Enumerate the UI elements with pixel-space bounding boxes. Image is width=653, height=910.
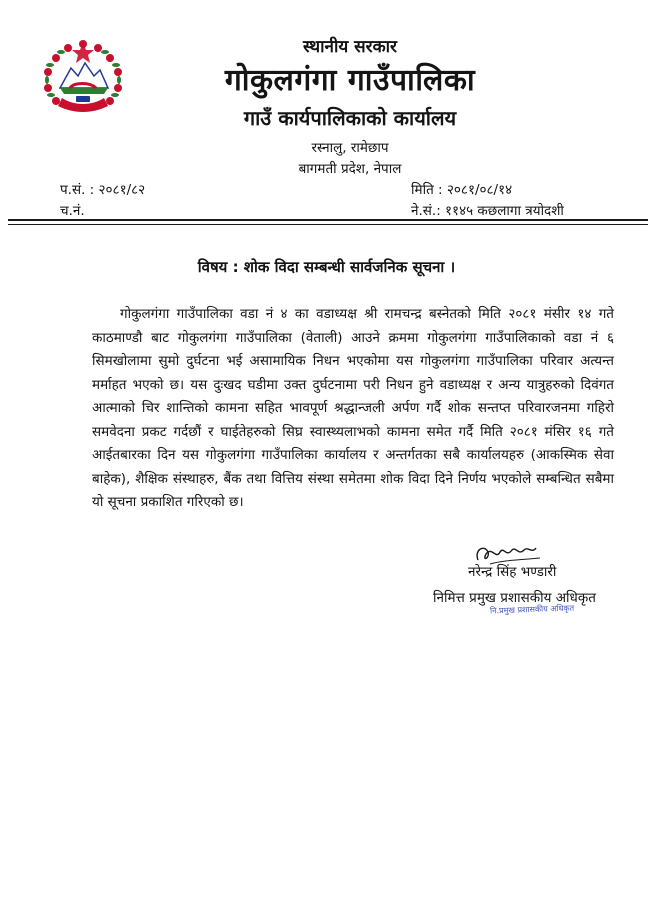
nepal-emblem-icon bbox=[38, 36, 128, 118]
signatory-title: निमित्त प्रमुख प्रशासकीय अधिकृत bbox=[433, 590, 596, 606]
dispatch-number: च.नं. bbox=[60, 203, 85, 219]
signatory-name: नरेन्द्र सिंह भण्डारी bbox=[468, 564, 557, 580]
office-name: गाउँ कार्यपालिकाको कार्यालय bbox=[243, 106, 457, 130]
address-line-2: बागमती प्रदेश, नेपाल bbox=[298, 161, 402, 177]
letter-reference-number: प.सं. : २०८१/८२ bbox=[60, 182, 146, 198]
official-stamp: नि.प्रमुख प्रशासकीय अधिकृत bbox=[489, 603, 575, 616]
header-divider-thin bbox=[8, 224, 648, 225]
letter-date: मिति : २०८१/०८/१४ bbox=[411, 182, 513, 198]
notice-body: गोकुलगंगा गाउँपालिका वडा नं ४ का वडाध्यक्ष श्री रामचन्द्र बस्नेतको मिति २०८१ मंसीर १४ गते काठमाण्डौ बाट गोकुलगंगा गाउँपालिका (वेताली) आउने क्रममा गोकुलगंगा गाउँपालिकाको वडा नं ६ सिमखोलामा सुमो दुर्घटना भई असामायिक निधन भएकोमा यस गोकुलगंगा गाउँपालिका परिवार अत्यन्त मर्माहत भएको छ। यस दुःखद घडीमा उक्त दुर्घटनामा परी निधन हुने वडाध्यक्ष र अन्य यात्रुहरुको दिवंगत आत्माको चिर शान्तिको कामना सहित भावपूर्ण श्रद्धान्जली अर्पण गर्दै शोक सन्तप्त परिवारजनमा गहिरो समवेदना प्रकट गर्दछौं र घाईतेहरुको सिघ्र स्वास्थ्यलाभको कामना समेत गर्दै मिति २०८१ मंसिर १६ गते आईतबारका दिन यस गोकुलगंगा गाउँपालिका कार्यालय र अन्तर्गतका सबै कार्यालयहरु (आकस्मिक सेवा बाहेक), शैक्षिक संस्थाहरु, बैंक तथा वित्तिय संस्था समेतमा शोक विदा दिने निर्णय भएकोले सम्बन्धित सबैमा यो सूचना प्रकाशित गरिएको छ। bbox=[92, 306, 614, 510]
address-line-1: रस्नालु, रामेछाप bbox=[311, 140, 389, 156]
header-divider bbox=[8, 219, 648, 221]
government-line: स्थानीय सरकार bbox=[302, 37, 397, 57]
municipality-name: गोकुलगंगा गाउँपालिका bbox=[224, 63, 476, 98]
notice-subject: विषय : शोक विदा सम्बन्धी सार्वजनिक सूचना । bbox=[197, 258, 456, 276]
nepal-sambat-date: ने.सं.: ११४५ कछलागा त्रयोदशी bbox=[411, 203, 564, 219]
